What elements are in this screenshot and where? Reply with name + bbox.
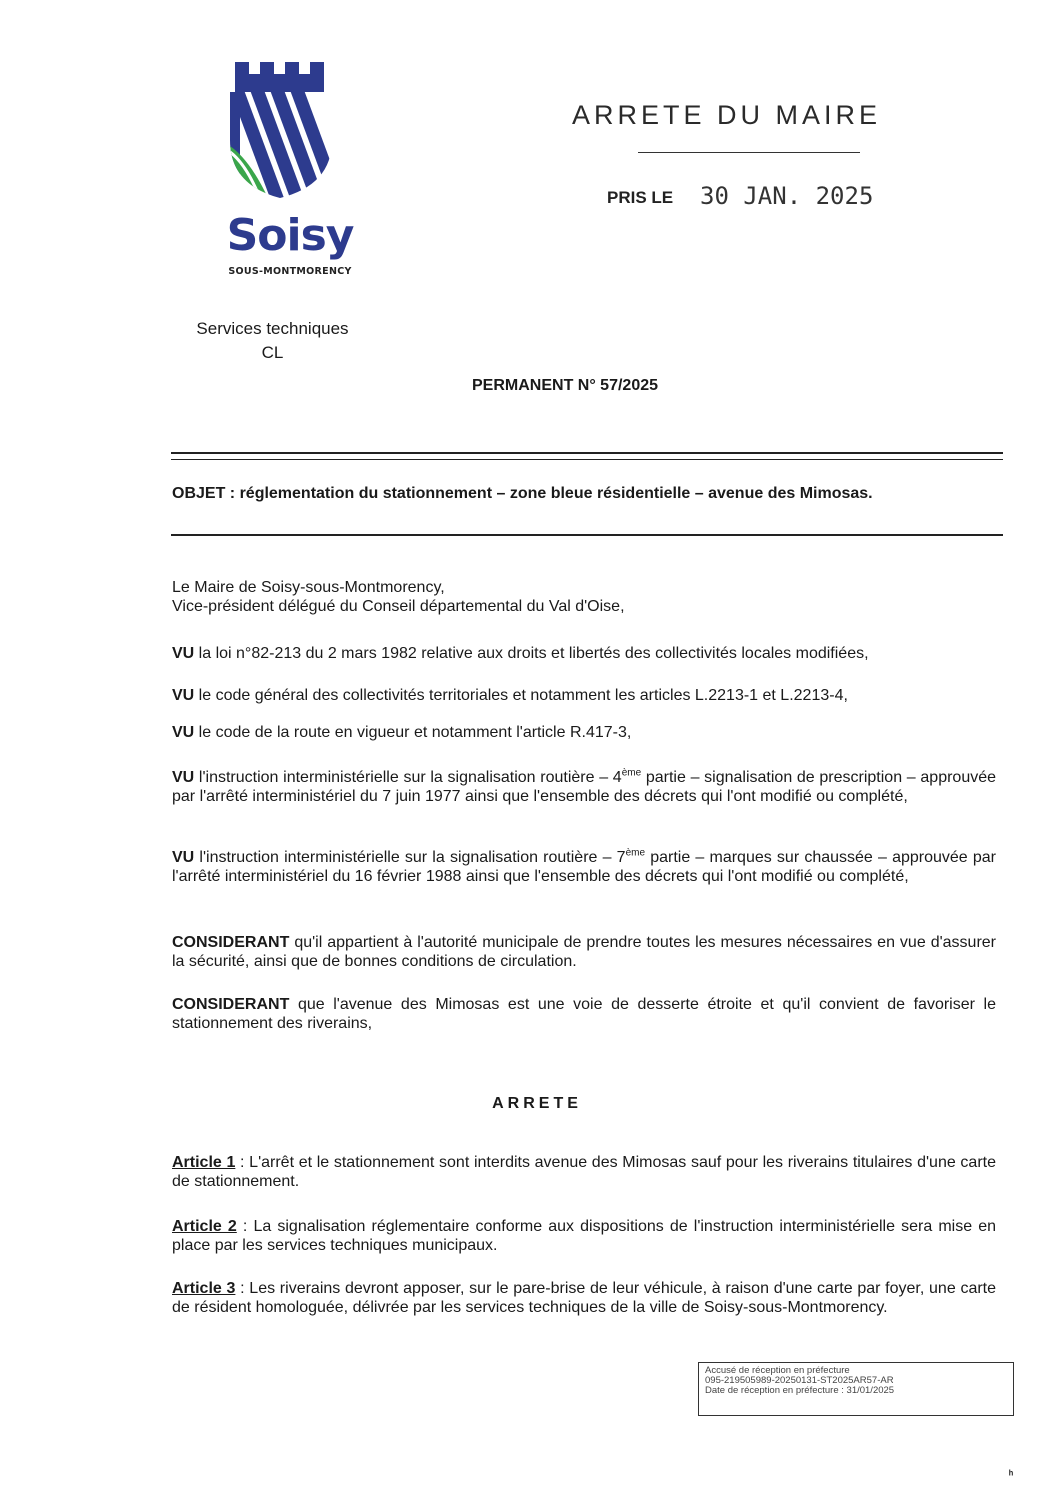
intro-mayor: Le Maire de Soisy-sous-Montmorency,	[172, 579, 445, 596]
intro-vice-president: Vice-président délégué du Conseil départemental du Val d'Oise,	[172, 598, 625, 615]
service-initials: CL	[261, 343, 284, 362]
vu-superscript: ème	[625, 847, 646, 859]
vu-paragraph	[172, 686, 996, 705]
objet-rule	[171, 534, 1003, 536]
vu-label: VU	[172, 645, 195, 662]
article-label: Article 3	[172, 1280, 236, 1297]
article-label: Article 2	[172, 1218, 237, 1235]
vu-label: VU	[172, 724, 195, 741]
objet-line: OBJET : réglementation du stationnement – zone bleue résidentielle – avenue des Mimosas.	[172, 485, 873, 502]
vu-text: l'instruction interministérielle sur la signalisation routière – 4	[194, 769, 622, 786]
vu-text: la loi n°82-213 du 2 mars 1982 relative aux droits et libertés des collectivités locales modifiées,	[194, 645, 869, 662]
soisy-logo	[220, 60, 360, 277]
article-text: : L'arrêt et le stationnement sont interdits avenue des Mimosas sauf pour les riverains titulaires d'une carte de stationnement.	[172, 1154, 996, 1190]
page-marker: ʰ	[1009, 1469, 1014, 1481]
article-text: : Les riverains devront apposer, sur le pare-brise de leur véhicule, à raison d'une carte par foyer, une carte de résident homologuée, délivrée par les services techniques de la ville de Soisy-sous-Montmorency.	[172, 1280, 997, 1316]
vu-paragraph	[172, 768, 996, 806]
considerant-label: CONSIDERANT	[172, 996, 290, 1013]
stamp-reference: 095-219505989-20250131-ST2025AR57-AR	[705, 1375, 894, 1386]
article-label: Article 1	[172, 1154, 236, 1171]
stamped-date: 30 JAN. 2025	[700, 182, 874, 210]
vu-text-continued: partie – signalisation de prescription – approuvée par l'arrêté interministériel du 7 juin 1977 ainsi que l'ensemble des décrets qui l'ont modifié ou complété,	[172, 769, 997, 805]
permanent-number: PERMANENT N° 57/2025	[472, 377, 659, 394]
article-text: : La signalisation réglementaire conforme aux dispositions de l'instruction interministérielle sera mise en place par les services techniques municipaux.	[172, 1218, 997, 1254]
logo-subtitle: SOUS-MONTMORENCY	[228, 266, 352, 277]
pris-le-label: PRIS LE	[607, 188, 674, 207]
prefecture-receipt-stamp	[698, 1362, 1014, 1416]
considerant-label: CONSIDERANT	[172, 934, 290, 951]
service-name: Services techniques	[196, 319, 349, 338]
vu-text-continued: partie – marques sur chaussée – approuvée par l'arrêté interministériel du 16 février 1988 ainsi que l'ensemble des décrets qui l'ont modifié ou complété,	[172, 849, 996, 885]
title-underline	[638, 152, 860, 153]
stamp-date: Date de réception en préfecture : 31/01/2025	[705, 1385, 895, 1396]
considerant-paragraph	[172, 933, 996, 971]
arrete-heading: ARRETE	[492, 1095, 582, 1112]
vu-label: VU	[172, 849, 195, 866]
logo-name: Soisy	[226, 210, 354, 261]
considerant-paragraph	[172, 995, 996, 1033]
service-block	[180, 317, 365, 365]
double-rule-top	[171, 452, 1003, 454]
vu-paragraph	[172, 644, 996, 663]
double-rule-bottom	[171, 459, 1003, 460]
vu-label: VU	[172, 687, 195, 704]
vu-superscript: ème	[621, 767, 642, 779]
considerant-text: que l'avenue des Mimosas est une voie de desserte étroite et qu'il convient de favoriser le stationnement des riverains,	[172, 996, 996, 1032]
stamp-title: Accusé de réception en préfecture	[705, 1365, 850, 1376]
vu-text: le code de la route en vigueur et notamment l'article R.417-3,	[194, 724, 632, 741]
vu-label: VU	[172, 769, 195, 786]
vu-text: le code général des collectivités territoriales et notamment les articles L.2213-1 et L.2213-4,	[194, 687, 848, 704]
vu-paragraph	[172, 723, 996, 742]
vu-paragraph	[172, 848, 996, 886]
article-paragraph	[172, 1153, 996, 1191]
document-title: ARRETE DU MAIRE	[572, 100, 882, 130]
castle-crest-icon	[220, 60, 360, 210]
vu-text: l'instruction interministérielle sur la signalisation routière – 7	[194, 849, 626, 866]
considerant-text: qu'il appartient à l'autorité municipale de prendre toutes les mesures nécessaires en vue d'assurer la sécurité, ainsi que de bonnes conditions de circulation.	[172, 934, 996, 970]
article-paragraph	[172, 1279, 996, 1317]
intro-block	[172, 578, 996, 616]
article-paragraph	[172, 1217, 996, 1255]
